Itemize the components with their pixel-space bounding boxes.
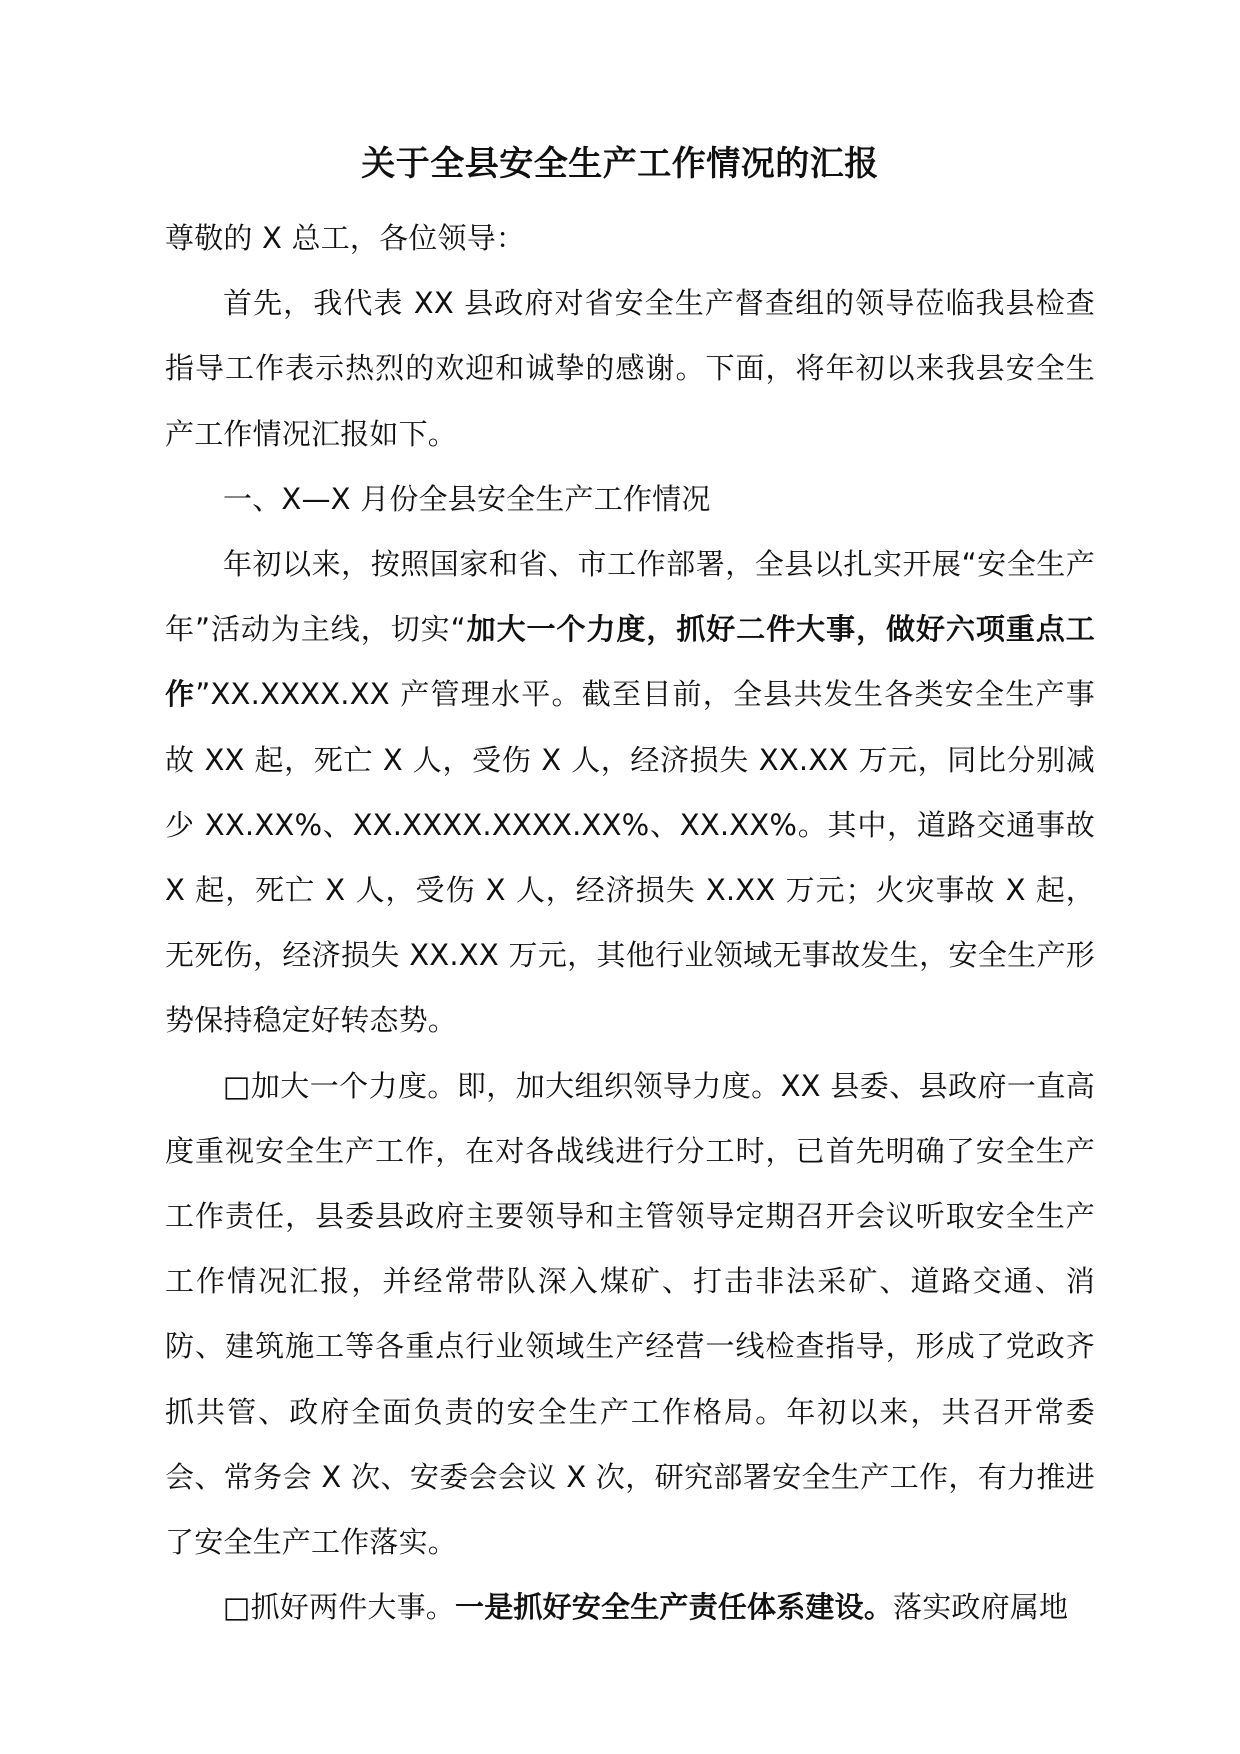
document-title: 关于全县安全生产工作情况的汇报 <box>361 144 879 184</box>
paragraph-intro: 首先，我代表 XX 县政府对省安全生产督查组的领导莅临我县检查指导工作表示热烈的欢迎和诚挚的感谢。下面，将年初以来我县安全生产工作情况汇报如下。 <box>165 286 1095 451</box>
salutation: 尊敬的 X 总工，各位领导： <box>165 221 526 255</box>
paragraph-two-tasks-text-a: □抓好两件大事。 <box>223 1590 456 1625</box>
document-body <box>165 206 1095 1640</box>
section-heading-1: 一、X—X 月份全县安全生产工作情况 <box>223 481 711 516</box>
paragraph-two-tasks-bold: 一是抓好安全生产责任体系建设。 <box>455 1590 894 1625</box>
paragraph-two-tasks <box>165 1575 1095 1640</box>
paragraph-overview-text-a: 年初以来，按照国家和省、市工作部署，全县以扎实开展“安全生产年”活动为主线，切实“ <box>165 547 1095 647</box>
paragraph-overview-text-c: ”XX.XXXX.XX 产管理水平。截至目前，全县共发生各类安全生产事故 XX 起，死亡 X 人，受伤 X 人，经济损失 XX.XX 万元，同比分别减少 XX.XX%、XX.XXXX.XXXX.XX%、XX.XX%。其中，道路交通事故 X 起，死亡 X 人，受伤 X 人，经济损失 X.XX 万元；火灾事故 X 起，无死伤，经济损失 XX.XX 万元，其他行业领域无事故发生，安全生产形势保持稳定好转态势。 <box>165 677 1095 1038</box>
paragraph-leadership: □加大一个力度。即，加大组织领导力度。XX 县委、县政府一直高度重视安全生产工作，在对各战线进行分工时，已首先明确了安全生产工作责任，县委县政府主要领导和主管领导定期召开会议听取安全生产工作情况汇报，并经常带队深入煤矿、打击非法采矿、道路交通、消防、建筑施工等各重点行业领域生产经营一线检查指导，形成了党政齐抓共管、政府全面负责的安全生产工作格局。年初以来，共召开常委会、常务会 X 次、安委会会议 X 次，研究部署安全生产工作，有力推进了安全生产工作落实。 <box>165 1068 1095 1560</box>
paragraph-overview-bold: 加大一个力度，抓好二件大事，做好六项重点工作 <box>165 612 1096 712</box>
paragraph-two-tasks-text-c: 落实政府属地 <box>893 1590 1069 1625</box>
paragraph-overview <box>165 532 1095 1054</box>
